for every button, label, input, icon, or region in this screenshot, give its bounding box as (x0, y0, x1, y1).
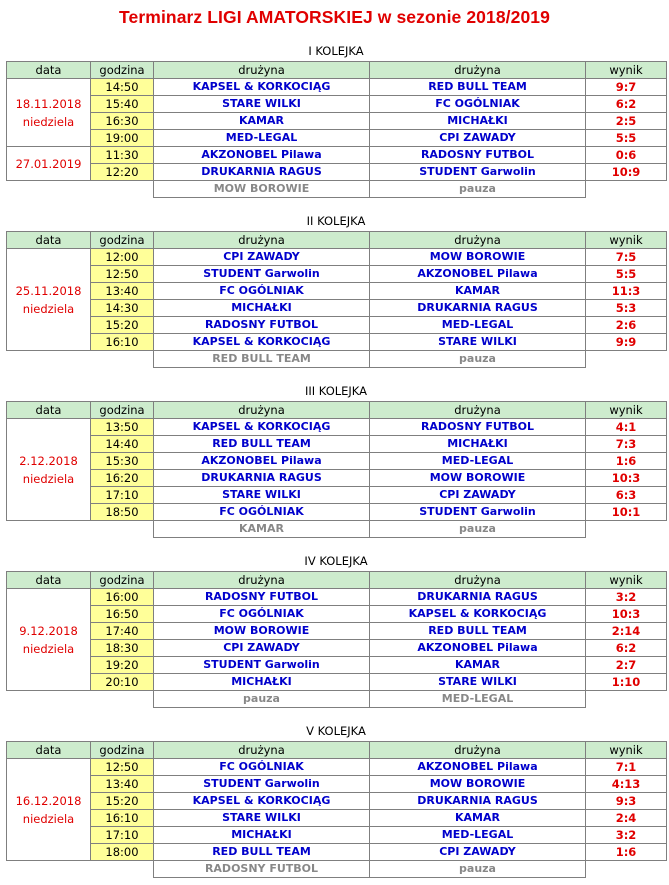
match-row (7, 283, 667, 300)
home-team: RADOSNY FUTBOL (154, 589, 370, 606)
column-header: godzina (91, 572, 154, 589)
away-team: STARE WILKI (370, 334, 586, 351)
date-value: 16.12.2018 (15, 793, 82, 808)
match-time: 15:20 (91, 317, 154, 334)
empty-cell (586, 691, 667, 708)
empty-cell (91, 691, 154, 708)
match-row (7, 487, 667, 504)
away-team: MICHAŁKI (370, 436, 586, 453)
column-header: drużyna (370, 572, 586, 589)
match-row (7, 470, 667, 487)
home-team: MED-LEGAL (154, 130, 370, 147)
bye-row (7, 691, 667, 708)
away-team: DRUKARNIA RAGUS (370, 589, 586, 606)
bye-row (7, 521, 667, 538)
home-team: CPI ZAWADY (154, 640, 370, 657)
away-team: MOW BOROWIE (370, 249, 586, 266)
empty-cell (91, 181, 154, 198)
column-header: drużyna (154, 232, 370, 249)
match-score: 1:6 (586, 844, 667, 861)
match-time: 17:40 (91, 623, 154, 640)
match-row (7, 674, 667, 691)
away-team: KAMAR (370, 283, 586, 300)
away-team: KAMAR (370, 657, 586, 674)
match-row (7, 657, 667, 674)
away-team: CPI ZAWADY (370, 844, 586, 861)
match-score: 10:3 (586, 606, 667, 623)
empty-cell (586, 351, 667, 368)
empty-cell (7, 351, 91, 368)
date-value: 25.11.2018 (15, 283, 82, 298)
column-header: wynik (586, 742, 667, 759)
column-header: wynik (586, 62, 667, 79)
match-score: 9:7 (586, 79, 667, 96)
empty-cell (586, 181, 667, 198)
home-team: MICHAŁKI (154, 300, 370, 317)
match-date (7, 79, 91, 147)
match-score: 2:7 (586, 657, 667, 674)
match-time: 17:10 (91, 487, 154, 504)
home-team: STARE WILKI (154, 810, 370, 827)
match-score: 10:9 (586, 164, 667, 181)
home-team: FC OGÓLNIAK (154, 283, 370, 300)
match-time: 16:30 (91, 113, 154, 130)
match-score: 2:6 (586, 317, 667, 334)
page-title: Terminarz LIGI AMATORSKIEJ w sezonie 2018/2019 (119, 7, 550, 27)
match-time: 18:00 (91, 844, 154, 861)
match-score: 9:3 (586, 793, 667, 810)
bye-team: MOW BOROWIE (154, 181, 370, 198)
bye-label: pauza (370, 861, 586, 878)
home-team: DRUKARNIA RAGUS (154, 470, 370, 487)
column-header: data (7, 402, 91, 419)
home-team: STUDENT Garwolin (154, 266, 370, 283)
round-table (6, 571, 667, 708)
match-time: 16:20 (91, 470, 154, 487)
away-team: MOW BOROWIE (370, 470, 586, 487)
column-header: drużyna (154, 742, 370, 759)
away-team: STARE WILKI (370, 674, 586, 691)
match-time: 11:30 (91, 147, 154, 164)
column-header: wynik (586, 402, 667, 419)
bye-team: RADOSNY FUTBOL (154, 861, 370, 878)
away-team: MED-LEGAL (370, 317, 586, 334)
match-score: 5:3 (586, 300, 667, 317)
column-header: wynik (586, 572, 667, 589)
home-team: KAPSEL & KORKOCIĄG (154, 419, 370, 436)
match-score: 4:1 (586, 419, 667, 436)
header-row (7, 402, 667, 419)
match-row (7, 827, 667, 844)
round-title: V KOLEJKA (306, 724, 366, 738)
home-team: RADOSNY FUTBOL (154, 317, 370, 334)
away-team: RED BULL TEAM (370, 79, 586, 96)
empty-cell (91, 861, 154, 878)
match-row (7, 759, 667, 776)
match-score: 10:3 (586, 470, 667, 487)
match-time: 15:30 (91, 453, 154, 470)
round-table (6, 61, 667, 198)
away-team: KAMAR (370, 810, 586, 827)
match-row (7, 249, 667, 266)
round-title: II KOLEJKA (306, 214, 366, 228)
home-team: KAMAR (154, 113, 370, 130)
away-team: AKZONOBEL Pilawa (370, 759, 586, 776)
away-team: MICHAŁKI (370, 113, 586, 130)
home-team: MICHAŁKI (154, 827, 370, 844)
match-row (7, 453, 667, 470)
home-team: STARE WILKI (154, 487, 370, 504)
away-team: MOW BOROWIE (370, 776, 586, 793)
column-header: wynik (586, 232, 667, 249)
match-time: 12:20 (91, 164, 154, 181)
away-team: STUDENT Garwolin (370, 164, 586, 181)
weekday: niedziela (22, 114, 75, 129)
match-score: 3:2 (586, 827, 667, 844)
match-score: 9:9 (586, 334, 667, 351)
match-time: 16:10 (91, 810, 154, 827)
match-row (7, 793, 667, 810)
header-row (7, 742, 667, 759)
match-row (7, 334, 667, 351)
column-header: drużyna (370, 232, 586, 249)
column-header: data (7, 232, 91, 249)
match-score: 0:6 (586, 147, 667, 164)
match-row (7, 79, 667, 96)
match-score: 2:5 (586, 113, 667, 130)
away-team: DRUKARNIA RAGUS (370, 793, 586, 810)
match-time: 14:30 (91, 300, 154, 317)
home-team: RED BULL TEAM (154, 436, 370, 453)
empty-cell (91, 351, 154, 368)
date-value: 27.01.2019 (15, 156, 82, 171)
bye-team: RED BULL TEAM (154, 351, 370, 368)
match-row (7, 317, 667, 334)
column-header: drużyna (370, 742, 586, 759)
round-title: IV KOLEJKA (304, 554, 368, 568)
match-row (7, 606, 667, 623)
home-team: DRUKARNIA RAGUS (154, 164, 370, 181)
column-header: data (7, 572, 91, 589)
bye-team: KAMAR (154, 521, 370, 538)
match-time: 13:40 (91, 283, 154, 300)
match-score: 5:5 (586, 130, 667, 147)
match-score: 1:10 (586, 674, 667, 691)
home-team: MOW BOROWIE (154, 623, 370, 640)
weekday: niedziela (22, 641, 75, 656)
match-score: 2:14 (586, 623, 667, 640)
round-table (6, 231, 667, 368)
weekday: niedziela (22, 811, 75, 826)
match-time: 12:50 (91, 266, 154, 283)
match-date (7, 589, 91, 691)
away-team: RADOSNY FUTBOL (370, 147, 586, 164)
home-team: KAPSEL & KORKOCIĄG (154, 79, 370, 96)
match-time: 12:50 (91, 759, 154, 776)
match-score: 6:2 (586, 96, 667, 113)
home-team: STARE WILKI (154, 96, 370, 113)
match-time: 20:10 (91, 674, 154, 691)
empty-cell (7, 521, 91, 538)
bye-label: pauza (370, 351, 586, 368)
header-row (7, 232, 667, 249)
bye-team: pauza (154, 691, 370, 708)
match-row (7, 589, 667, 606)
match-time: 18:50 (91, 504, 154, 521)
match-row (7, 436, 667, 453)
header-row (7, 62, 667, 79)
date-value: 2.12.2018 (19, 453, 78, 468)
home-team: FC OGÓLNIAK (154, 759, 370, 776)
column-header: data (7, 742, 91, 759)
column-header: drużyna (370, 62, 586, 79)
column-header: drużyna (154, 62, 370, 79)
weekday: niedziela (22, 301, 75, 316)
header-row (7, 572, 667, 589)
match-time: 15:20 (91, 793, 154, 810)
match-row (7, 266, 667, 283)
match-time: 16:10 (91, 334, 154, 351)
away-team: DRUKARNIA RAGUS (370, 300, 586, 317)
match-score: 1:6 (586, 453, 667, 470)
match-score: 4:13 (586, 776, 667, 793)
home-team: CPI ZAWADY (154, 249, 370, 266)
away-team: MED-LEGAL (370, 453, 586, 470)
column-header: drużyna (154, 572, 370, 589)
away-team: AKZONOBEL Pilawa (370, 266, 586, 283)
round-table (6, 741, 667, 878)
home-team: STUDENT Garwolin (154, 657, 370, 674)
away-team: CPI ZAWADY (370, 130, 586, 147)
bye-row (7, 181, 667, 198)
match-time: 14:50 (91, 79, 154, 96)
column-header: godzina (91, 232, 154, 249)
match-time: 12:00 (91, 249, 154, 266)
match-score: 7:1 (586, 759, 667, 776)
round-title: III KOLEJKA (304, 384, 368, 398)
home-team: STUDENT Garwolin (154, 776, 370, 793)
match-time: 19:00 (91, 130, 154, 147)
match-score: 6:3 (586, 487, 667, 504)
home-team: AKZONOBEL Pilawa (154, 147, 370, 164)
away-team: RADOSNY FUTBOL (370, 419, 586, 436)
match-time: 16:50 (91, 606, 154, 623)
weekday: niedziela (22, 471, 75, 486)
match-time: 13:40 (91, 776, 154, 793)
match-row (7, 810, 667, 827)
home-team: FC OGÓLNIAK (154, 606, 370, 623)
bye-label: MED-LEGAL (370, 691, 586, 708)
match-time: 17:10 (91, 827, 154, 844)
away-team: CPI ZAWADY (370, 487, 586, 504)
match-time: 14:40 (91, 436, 154, 453)
match-row (7, 623, 667, 640)
empty-cell (586, 521, 667, 538)
match-score: 2:4 (586, 810, 667, 827)
match-date (7, 249, 91, 351)
empty-cell (7, 181, 91, 198)
match-row (7, 164, 667, 181)
away-team: MED-LEGAL (370, 827, 586, 844)
home-team: RED BULL TEAM (154, 844, 370, 861)
date-value: 9.12.2018 (19, 623, 78, 638)
home-team: KAPSEL & KORKOCIĄG (154, 793, 370, 810)
match-row (7, 113, 667, 130)
match-score: 7:3 (586, 436, 667, 453)
match-date (7, 147, 91, 181)
match-row (7, 844, 667, 861)
match-row (7, 96, 667, 113)
home-team: KAPSEL & KORKOCIĄG (154, 334, 370, 351)
match-row (7, 300, 667, 317)
empty-cell (586, 861, 667, 878)
empty-cell (7, 861, 91, 878)
home-team: AKZONOBEL Pilawa (154, 453, 370, 470)
column-header: data (7, 62, 91, 79)
match-time: 19:20 (91, 657, 154, 674)
round-table (6, 401, 667, 538)
match-time: 16:00 (91, 589, 154, 606)
match-row (7, 504, 667, 521)
match-time: 18:30 (91, 640, 154, 657)
match-date (7, 419, 91, 521)
away-team: KAPSEL & KORKOCIĄG (370, 606, 586, 623)
column-header: drużyna (154, 402, 370, 419)
match-score: 6:2 (586, 640, 667, 657)
date-value: 18.11.2018 (15, 96, 82, 111)
home-team: MICHAŁKI (154, 674, 370, 691)
home-team: FC OGÓLNIAK (154, 504, 370, 521)
match-row (7, 776, 667, 793)
empty-cell (91, 521, 154, 538)
match-time: 13:50 (91, 419, 154, 436)
match-row (7, 419, 667, 436)
away-team: FC OGÓLNIAK (370, 96, 586, 113)
bye-label: pauza (370, 181, 586, 198)
match-score: 11:3 (586, 283, 667, 300)
column-header: drużyna (370, 402, 586, 419)
away-team: STUDENT Garwolin (370, 504, 586, 521)
match-row (7, 147, 667, 164)
column-header: godzina (91, 402, 154, 419)
bye-row (7, 351, 667, 368)
bye-row (7, 861, 667, 878)
match-score: 5:5 (586, 266, 667, 283)
match-score: 10:1 (586, 504, 667, 521)
match-date (7, 759, 91, 861)
column-header: godzina (91, 742, 154, 759)
bye-label: pauza (370, 521, 586, 538)
match-row (7, 640, 667, 657)
round-title: I KOLEJKA (308, 44, 364, 58)
column-header: godzina (91, 62, 154, 79)
match-row (7, 130, 667, 147)
match-time: 15:40 (91, 96, 154, 113)
empty-cell (7, 691, 91, 708)
match-score: 7:5 (586, 249, 667, 266)
match-score: 3:2 (586, 589, 667, 606)
away-team: AKZONOBEL Pilawa (370, 640, 586, 657)
away-team: RED BULL TEAM (370, 623, 586, 640)
